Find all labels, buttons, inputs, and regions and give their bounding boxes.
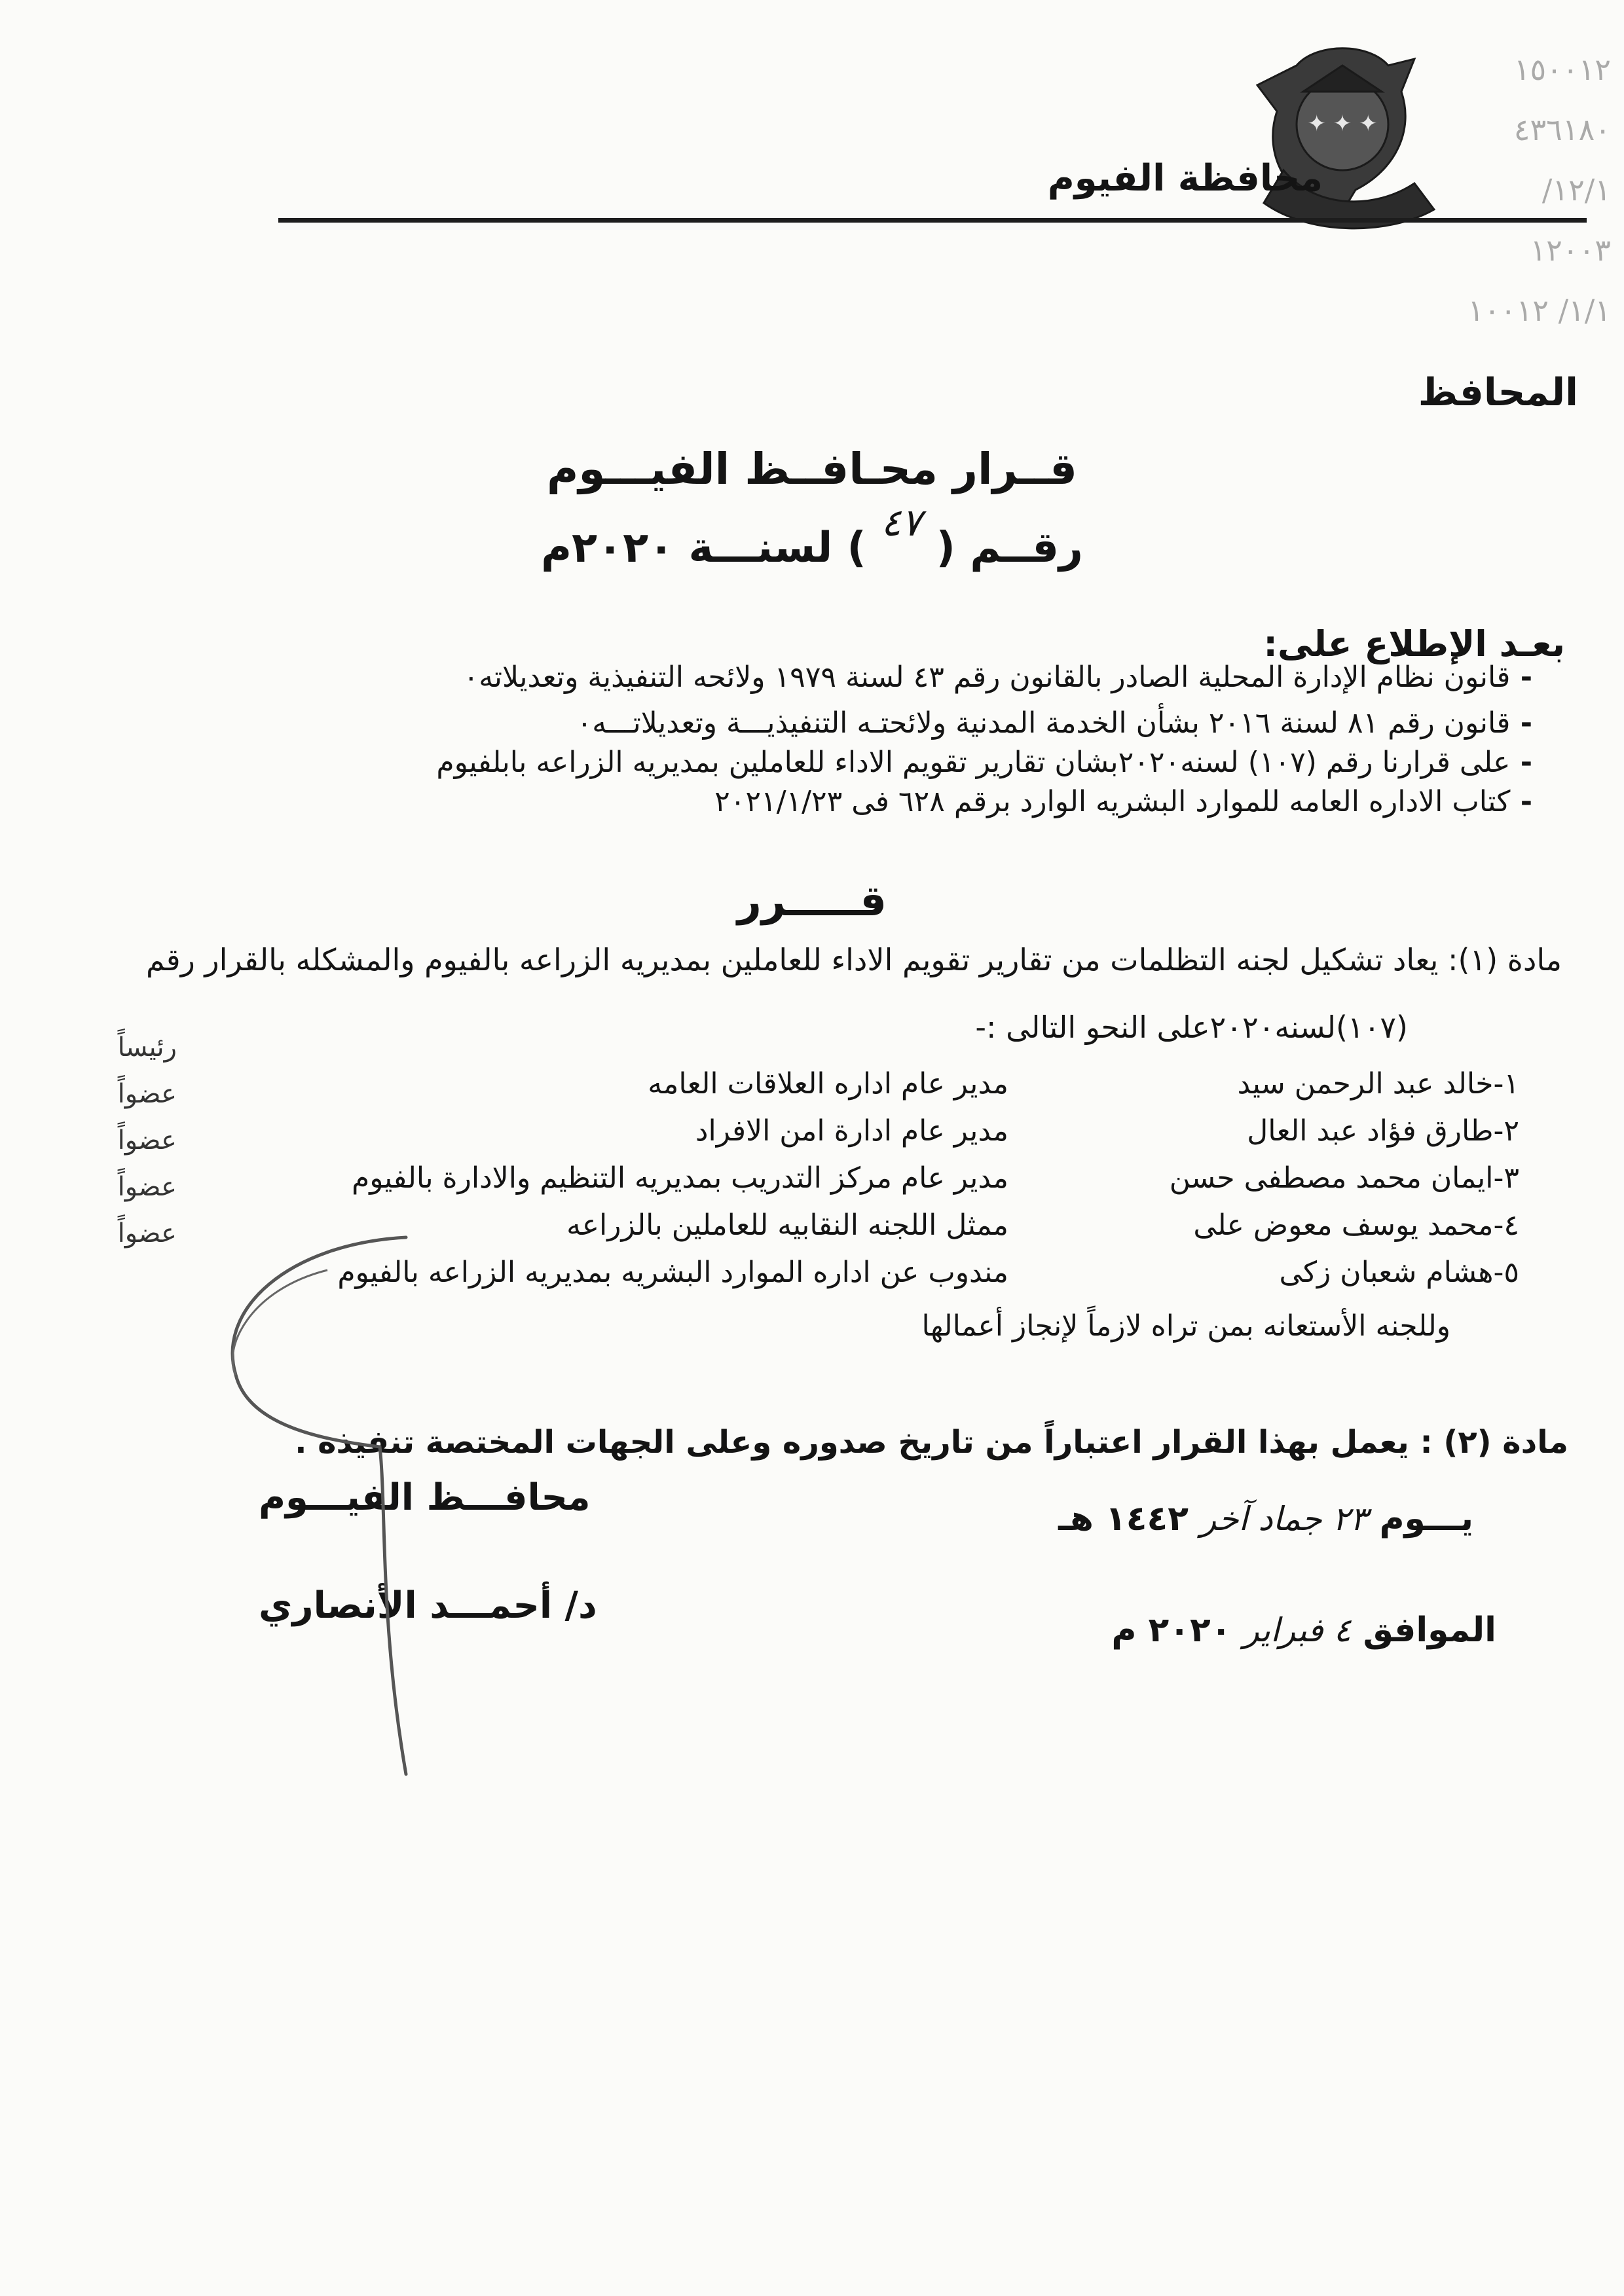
decree-number-suffix: ) لسنـــة ٢٠٢٠م xyxy=(541,524,866,572)
article-1-text: مادة (١): يعاد تشكيل لجنه التظلمات من تقارير تقويم الاداء للعاملين بمديريه الزراعه بالفيوم والمشكله بالقرار رقم xyxy=(145,942,1562,977)
member-name: ٣-ايمان محمد مصطفى حسن xyxy=(1169,1161,1519,1195)
member-position: مندوب عن اداره الموارد البشريه بمديريه الزراعه بالفيوم xyxy=(337,1256,1008,1289)
margin-note: ١/١/ ١٠٠١٢ xyxy=(1467,293,1611,328)
gregorian-year: ٢٠٢٠ م xyxy=(1111,1611,1232,1650)
governorate-name: محافظة الفيوم xyxy=(1047,157,1323,200)
member-name: ٢-طارق فؤاد عبد العال xyxy=(1247,1114,1519,1148)
gregorian-date-handwritten: ٤ فبراير xyxy=(1243,1611,1352,1649)
hijri-year: ١٤٤٢ هـ xyxy=(1058,1499,1189,1539)
gregorian-date-prefix: الموافق xyxy=(1363,1611,1496,1650)
committee-assistance-clause: وللجنه الأستعانه بمن تراه لازماً لإنجاز أعمالها xyxy=(921,1309,1450,1343)
preamble-item: - على قرارنا رقم (١٠٧) لسنه٢٠٢٠بشان تقارير تقويم الاداء للعاملين بمديريه الزراعه بابلفيوم xyxy=(436,743,1532,782)
article-2-text: مادة (٢) : يعمل بهذا القرار اعتباراً من تاريخ صدوره وعلى الجهات المختصة تنفيذه . xyxy=(295,1424,1568,1461)
decree-number-prefix: رقــم ( xyxy=(936,524,1083,572)
member-position: مدير عام مركز التدريب بمديريه التنظيم والادارة بالفيوم xyxy=(352,1161,1008,1195)
member-roles xyxy=(65,1025,177,1257)
margin-note: ٤٣٦١٨٠ xyxy=(1513,112,1611,147)
member-row xyxy=(0,1161,1624,1202)
member-name: ١-خالد عبد الرحمن سيد xyxy=(1237,1067,1519,1101)
member-name: ٥-هشام شعبان زكى xyxy=(1279,1256,1519,1289)
decree-number xyxy=(0,500,1624,572)
gregorian-date xyxy=(1111,1611,1496,1650)
decree-number-handwritten: ٤٧ xyxy=(881,500,922,545)
signatory-name: د/ أحمـــد الأنصاري xyxy=(259,1584,597,1627)
margin-note: ١٢٠٠٣ xyxy=(1530,232,1611,268)
margin-note: ١٢/١/ xyxy=(1541,172,1611,208)
hijri-date xyxy=(1058,1499,1473,1539)
margin-notes xyxy=(1336,39,1611,347)
handwritten-signature xyxy=(210,1231,511,1781)
preamble-item: - كتاب الاداره العامه للموارد البشريه الوارد برقم ٦٢٨ فى ٢٠٢١/١/٢٣ xyxy=(436,782,1532,822)
member-position: ممثل اللجنه النقابيه للعاملين بالزراعه xyxy=(566,1209,1008,1242)
article-1-continuation: (١٠٧)لسنه٢٠٢٠على النحو التالى :- xyxy=(975,1010,1408,1045)
member-role: عضواً xyxy=(117,1172,177,1202)
member-position: مدير عام اداره العلاقات العامه xyxy=(648,1067,1008,1101)
signatory-title: محافـــظ الفيـــوم xyxy=(259,1476,591,1519)
member-row xyxy=(0,1067,1624,1108)
preamble-list xyxy=(436,658,1532,822)
hijri-date-handwritten: ٢٣ جماد آخر xyxy=(1200,1500,1368,1538)
office-heading: المحافظ xyxy=(1418,370,1578,414)
member-role: عضواً xyxy=(117,1218,177,1248)
margin-note: ١٥٠٠١٢ xyxy=(1513,52,1611,87)
svg-text:✦ ✦ ✦: ✦ ✦ ✦ xyxy=(1307,111,1378,137)
decision-heading: قـــــرر xyxy=(737,877,887,926)
member-position: مدير عام ادارة امن الافراد xyxy=(695,1114,1008,1148)
member-role: عضواً xyxy=(117,1079,177,1109)
preamble-item: - قانون نظام الإدارة المحلية الصادر بالقانون رقم ٤٣ لسنة ١٩٧٩ ولائحه التنفيذية وتعديلاته٠ xyxy=(436,658,1532,697)
member-name: ٤-محمد يوسف معوض على xyxy=(1193,1209,1519,1242)
hijri-date-prefix: يـــوم xyxy=(1379,1499,1473,1539)
decree-title: قــرار محـافــظ الفيـــوم xyxy=(546,444,1077,494)
member-role: رئيساً xyxy=(117,1032,177,1063)
preamble-item: - قانون رقم ٨١ لسنة ٢٠١٦ بشأن الخدمة المدنية ولائحتـه التنفيذيـــة وتعديلاتـــه٠ xyxy=(436,704,1532,743)
preamble-heading: بعـد الإطلاع على: xyxy=(1263,623,1565,665)
member-role: عضواً xyxy=(117,1125,177,1156)
member-row xyxy=(0,1114,1624,1155)
